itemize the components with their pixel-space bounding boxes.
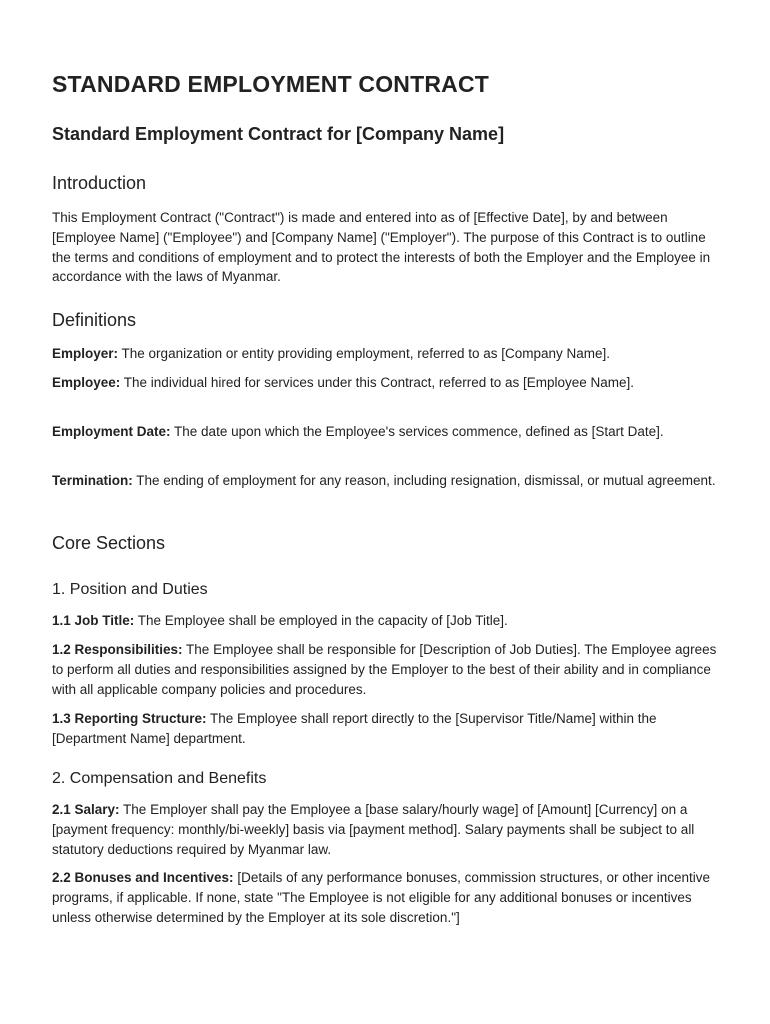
position-duties-heading: 1. Position and Duties — [52, 581, 208, 598]
clause-text: The Employee shall report directly to the [Supervisor Title/Name] within the [Department Name] department. — [52, 711, 657, 746]
introduction-heading: Introduction — [52, 173, 147, 193]
introduction-text: This Employment Contract ("Contract") is made and entered into as of [Effective Date], by and between [Employee Name] ("Employee") and [Company Name] ("Employer"). The purpose of this Contract is to outline the terms and conditions of employment and to protect the interests of both the Employer and the Employee in accordance with the laws of Myanmar. — [52, 210, 711, 285]
definition-text: The organization or entity providing employment, referred to as [Company Name]. — [118, 346, 611, 361]
clause-1-2 — [52, 640, 720, 699]
clause-1-1 — [52, 611, 720, 631]
definitions-heading: Definitions — [52, 310, 137, 330]
clause-text: The Employer shall pay the Employee a [base salary/hourly wage] of [Amount] [Currency] on a [payment frequency: monthly/bi-weekly] basis via [payment method]. Salary payments shall be subject to all statutory deductions required by Myanmar law. — [52, 802, 695, 857]
definition-term: Employment Date: — [52, 424, 171, 439]
definition-termination — [52, 471, 720, 491]
clause-text: The Employee shall be employed in the capacity of [Job Title]. — [134, 613, 508, 628]
clause-text: [Details of any performance bonuses, commission structures, or other incentive programs, if applicable. If none, state "The Employee is not eligible for any additional bonuses or incentives unless otherwise determined by the Employer at its sole discretion."] — [52, 870, 711, 925]
core-sections-heading: Core Sections — [52, 533, 166, 553]
clause-term: 1.2 Responsibilities: — [52, 642, 183, 657]
definition-text: The ending of employment for any reason, including resignation, dismissal, or mutual agreement. — [132, 473, 716, 488]
document-subtitle: Standard Employment Contract for [Company Name] — [52, 124, 505, 144]
clause-2-2 — [52, 868, 720, 927]
definition-text: The individual hired for services under this Contract, referred to as [Employee Name]. — [120, 375, 635, 390]
clause-2-1 — [52, 800, 720, 859]
clause-1-3 — [52, 709, 720, 749]
definition-term: Employee: — [52, 375, 121, 390]
document-title: STANDARD EMPLOYMENT CONTRACT — [52, 71, 490, 97]
definition-employer — [52, 344, 720, 364]
clause-term: 2.1 Salary: — [52, 802, 120, 817]
definition-term: Employer: — [52, 346, 119, 361]
clause-term: 1.3 Reporting Structure: — [52, 711, 207, 726]
clause-text: The Employee shall be responsible for [Description of Job Duties]. The Employee agrees to perform all duties and responsibilities assigned by the Employer to the best of their ability and in compliance with all applicable company policies and procedures. — [52, 642, 717, 697]
definition-term: Termination: — [52, 473, 133, 488]
clause-term: 1.1 Job Title: — [52, 613, 135, 628]
compensation-benefits-heading: 2. Compensation and Benefits — [52, 770, 267, 787]
definition-text: The date upon which the Employee's services commence, defined as [Start Date]. — [170, 424, 664, 439]
definition-employment-date — [52, 422, 720, 442]
clause-term: 2.2 Bonuses and Incentives: — [52, 870, 234, 885]
definition-employee — [52, 373, 720, 393]
